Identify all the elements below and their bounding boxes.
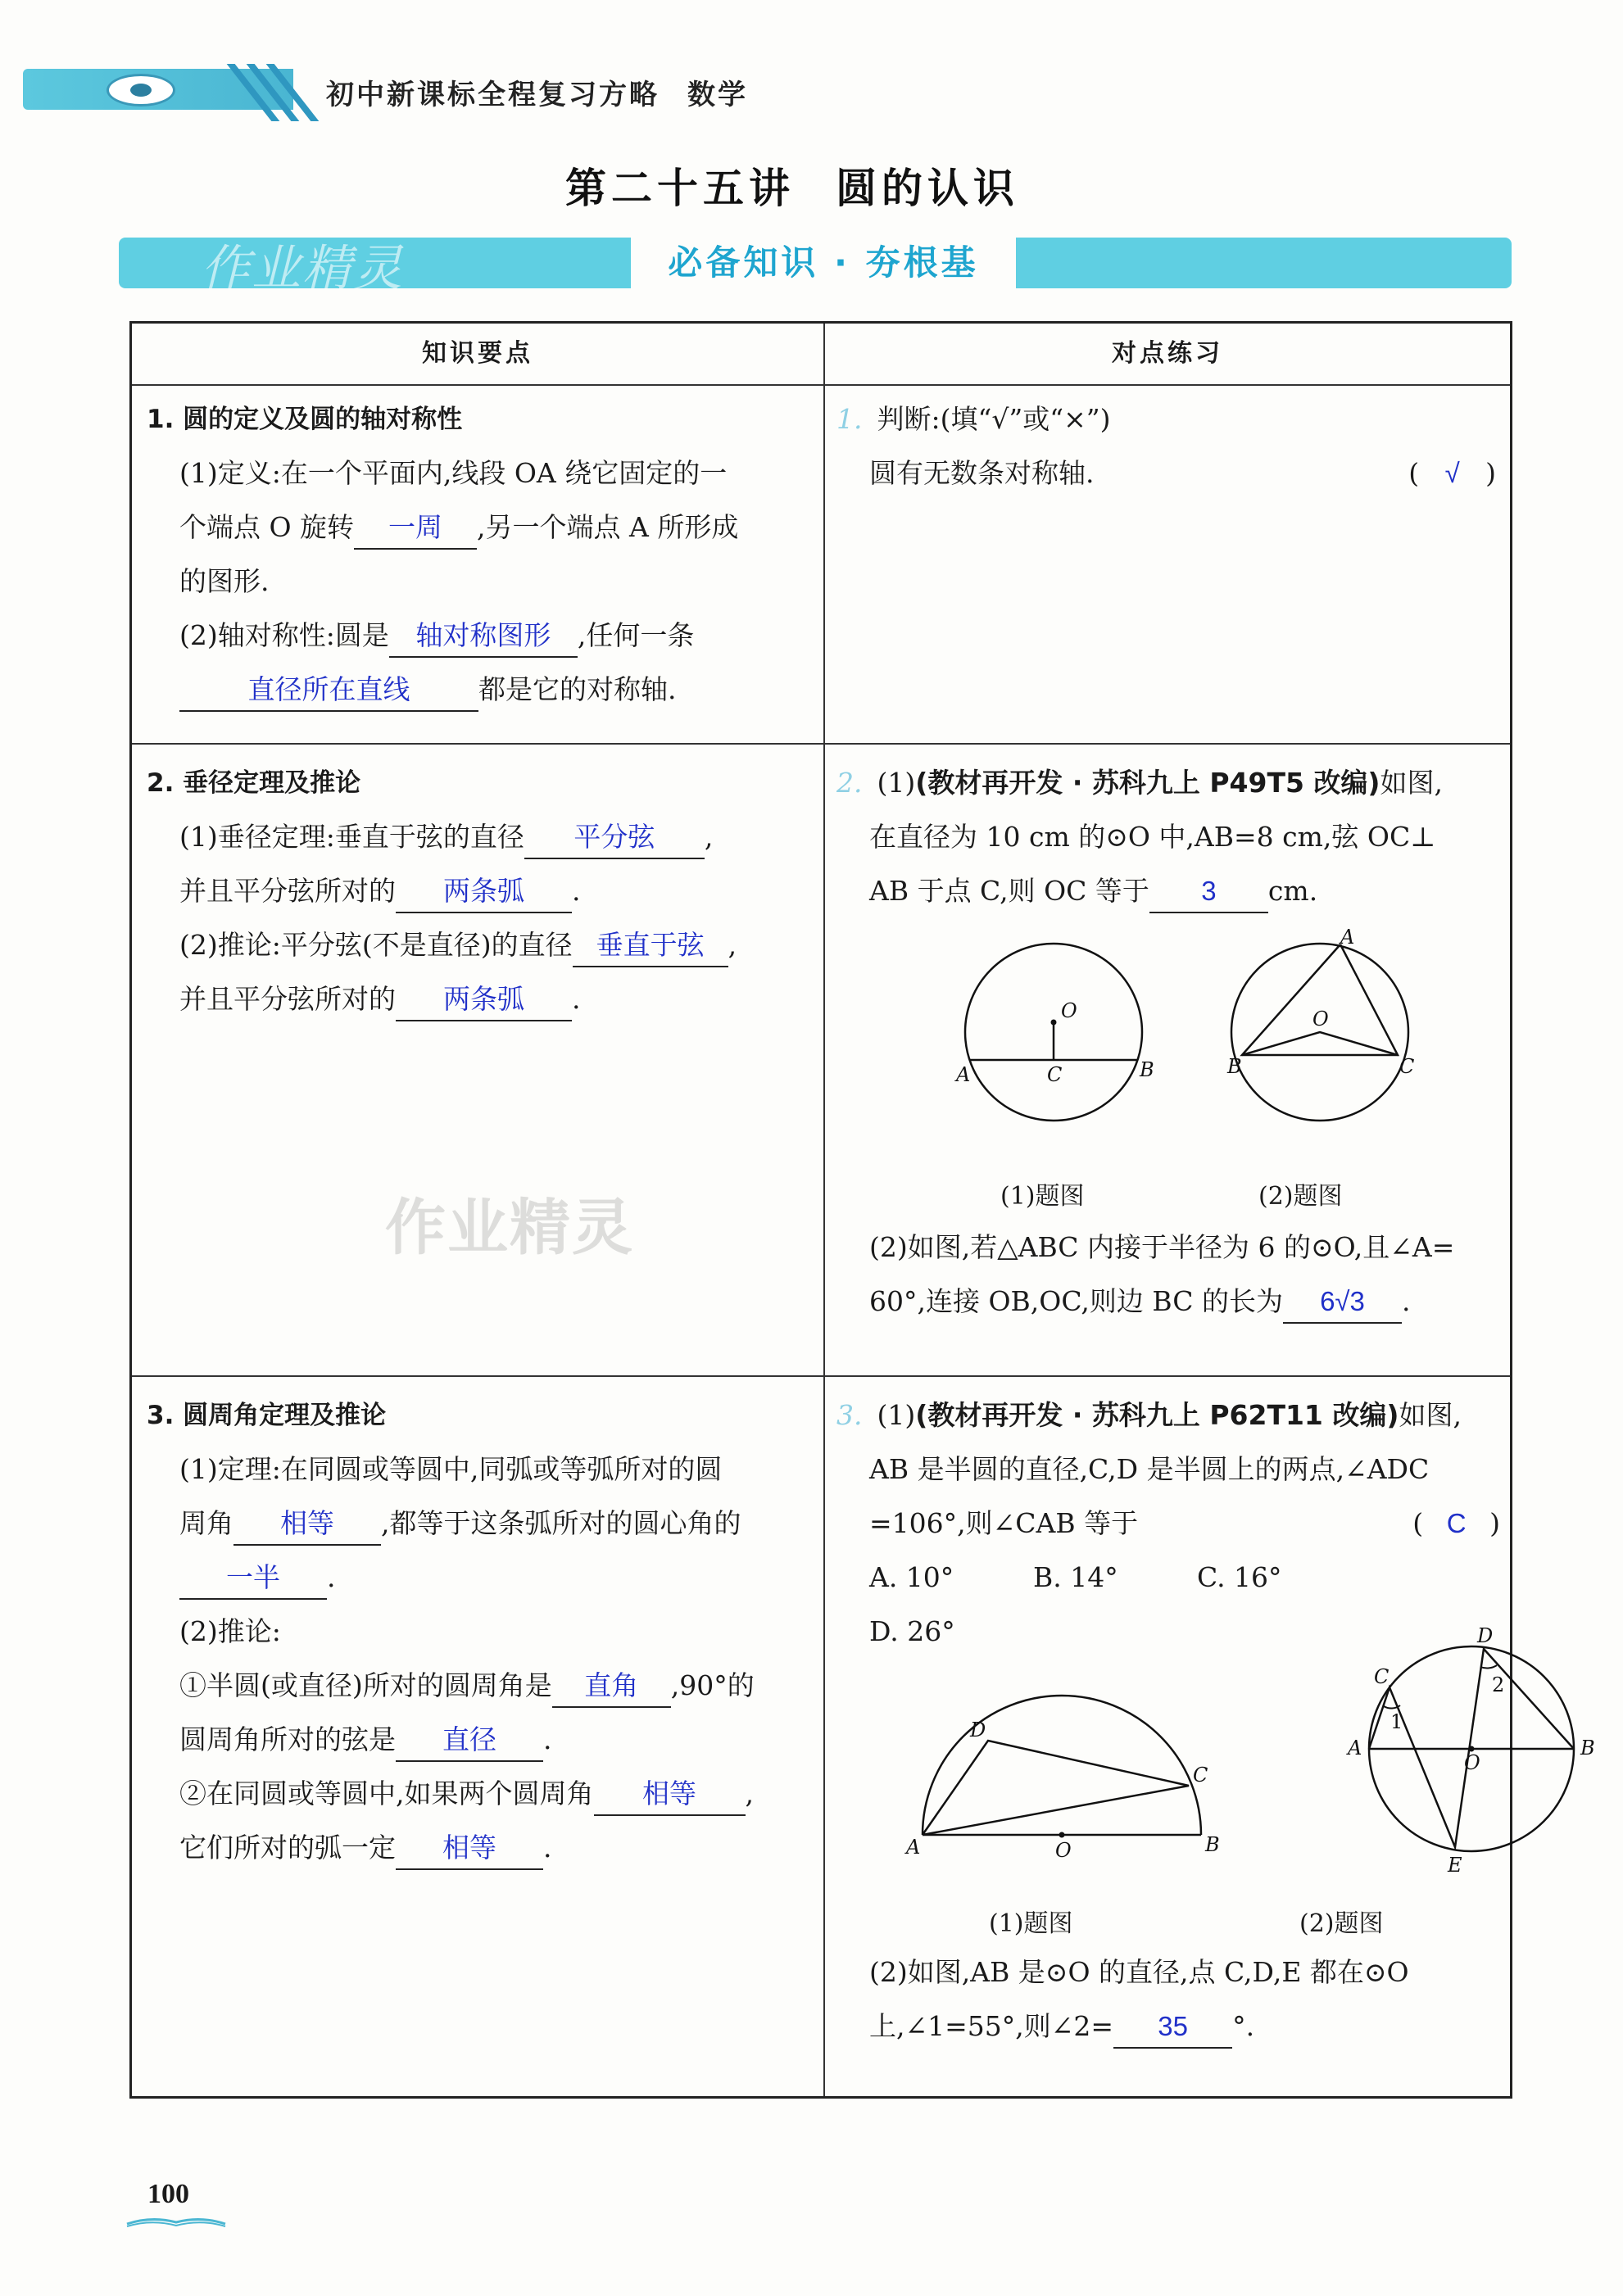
svg-text:A: A: [1340, 926, 1355, 949]
svg-text:D: D: [970, 1719, 986, 1741]
svg-text:O: O: [1464, 1751, 1480, 1774]
definition-line: (1)定义:在一个平面内,线段 OA 绕它固定的一: [179, 457, 728, 489]
svg-text:O: O: [1061, 999, 1077, 1022]
svg-text:2: 2: [1492, 1673, 1505, 1696]
question-2: 2. (1)(教材再开发 · 苏科九上 P49T5 改编)如图, 在直径为 10 cm 的⊙O 中,AB=8 cm,弦 OC⊥ AB 于点 C,则 OC 等于 3 cm.: [836, 756, 1500, 918]
svg-text:B: B: [1227, 1055, 1242, 1078]
svg-text:D: D: [1477, 1624, 1494, 1647]
column-header-knowledge: 知识要点: [422, 339, 533, 368]
semicircle-figure-q3-1: [890, 1675, 1250, 1888]
definition-line: 的图形.: [179, 565, 270, 597]
svg-text:C: C: [1399, 1055, 1415, 1078]
svg-text:A: A: [956, 1063, 971, 1086]
knowledge-table: [129, 321, 1595, 2099]
answer-blank: 直径: [396, 1719, 543, 1762]
svg-text:C: C: [1374, 1665, 1390, 1688]
section-title: 2. 垂径定理及推论: [147, 768, 361, 798]
svg-text:A: A: [1348, 1737, 1362, 1759]
section-title: 1. 圆的定义及圆的轴对称性: [147, 405, 463, 434]
question-2-part-2: (2)如图,若△ABC 内接于半径为 6 的⊙O,且∠A= 60°,连接 OB,OC,则边 BC 的长为 6√3 .: [869, 1220, 1508, 1329]
lecture-title: 第二十五讲 圆的认识: [565, 164, 1019, 212]
circle-figure-q3-2: [1328, 1626, 1623, 1896]
answer-blank: 直径所在直线: [179, 669, 478, 712]
figure-caption: (1)题图: [989, 1909, 1073, 1938]
book-title: 初中新课标全程复习方略 数学: [326, 79, 748, 111]
answer-blank: 相等: [233, 1503, 381, 1546]
answer-blank: 轴对称图形: [389, 615, 578, 658]
answer-blank: 垂直于弦: [573, 925, 728, 967]
triangle-circle-figure-q2-2: [1217, 926, 1422, 1139]
symmetry-line: 直径所在直线 都是它的对称轴.: [179, 663, 810, 717]
figure-caption: (2)题图: [1258, 1182, 1343, 1211]
symmetry-line: (2)轴对称性:圆是 轴对称图形 ,任何一条: [179, 609, 810, 663]
column-header-practice: 对点练习: [1112, 339, 1223, 368]
section-3: 3. 圆周角定理及推论 (1)定理:在同圆或等圆中,同弧或等弧所对的圆 周角 相等 ,都等于这条弧所对的圆心角的 一半 . (2)推论: ①半圆(或直径)所对的圆周角是 直角 ,90°的 圆周角所对的弦是 直径 . ②在同圆或等圆中,如果两个圆周角 相等 , 它们所对的弧一定 相等 .: [147, 1388, 810, 1875]
answer-blank: 两条弧: [396, 979, 572, 1021]
svg-text:O: O: [1312, 1008, 1329, 1030]
answer-mark: √: [1444, 458, 1460, 488]
svg-text:B: B: [1205, 1833, 1220, 1856]
question-3: 3. (1)(教材再开发 · 苏科九上 P62T11 改编)如图, AB 是半圆的直径,C,D 是半圆上的两点,∠ADC =106°,则∠CAB 等于 ( C ) A. 10° B. 14° C. 16°D. 26°: [836, 1388, 1500, 1659]
answer-blank: 3: [1149, 871, 1268, 913]
answer-blank: 35: [1113, 2006, 1232, 2049]
answer-blank: 一半: [179, 1557, 327, 1600]
svg-text:1: 1: [1390, 1710, 1403, 1733]
header-slashes: [239, 69, 313, 110]
figure-caption: (1)题图: [1000, 1182, 1085, 1211]
banner-label: 必备知识 · 夯根基: [631, 238, 1016, 288]
question-3-part-2: (2)如图,AB 是⊙O 的直径,点 C,D,E 都在⊙O 上,∠1=55°,则∠2= 35 °.: [869, 1945, 1508, 2054]
answer-blank: 一周: [354, 507, 477, 550]
svg-text:E: E: [1448, 1854, 1462, 1877]
answer-blank: 相等: [396, 1827, 543, 1870]
answer-mark: C: [1446, 1508, 1467, 1538]
watermark: 作业精灵: [201, 240, 404, 297]
svg-text:B: B: [1580, 1737, 1595, 1759]
answer-blank: 相等: [594, 1773, 746, 1816]
section-1: [147, 392, 810, 717]
circle-figure-q2-1: [951, 934, 1156, 1139]
watermark: 作业精灵: [385, 1193, 634, 1263]
svg-text:O: O: [1055, 1839, 1072, 1862]
page-number: 100: [147, 2179, 189, 2209]
definition-line: 个端点 O 旋转 一周 ,另一个端点 A 所形成: [179, 500, 810, 555]
svg-text:A: A: [906, 1836, 921, 1859]
answer-blank: 两条弧: [396, 871, 572, 913]
section-2: 2. 垂径定理及推论 (1)垂径定理:垂直于弦的直径 平分弦 , 并且平分弦所对的 两条弧 . (2)推论:平分弦(不是直径)的直径 垂直于弦 , 并且平分弦所对的 两条弧 .: [147, 756, 810, 1026]
answer-blank: 6√3: [1283, 1281, 1402, 1324]
answer-options: A. 10° B. 14° C. 16°D. 26°: [869, 1561, 1282, 1647]
figure-caption: (2)题图: [1299, 1909, 1384, 1938]
svg-text:B: B: [1140, 1058, 1154, 1081]
svg-text:C: C: [1047, 1063, 1063, 1086]
answer-blank: 直角: [552, 1665, 671, 1708]
question-1: 1. 判断:(填“√”或“×”) 圆有无数条对称轴. ( √ ): [836, 392, 1496, 500]
publisher-logo-icon: [107, 74, 175, 106]
answer-blank: 平分弦: [524, 817, 705, 859]
svg-text:C: C: [1193, 1764, 1208, 1787]
section-title: 3. 圆周角定理及推论: [147, 1401, 387, 1430]
open-book-icon: [123, 2216, 229, 2227]
